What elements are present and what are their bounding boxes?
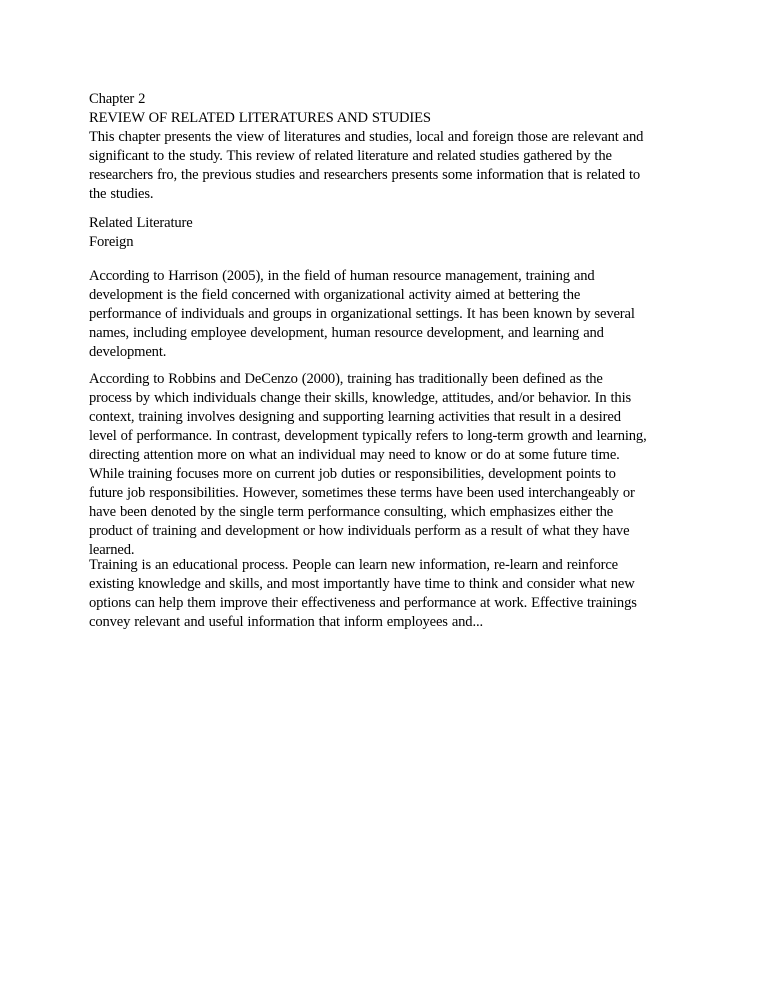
text-line: directing attention more on what an individual may need to know or do at some future time. [89, 447, 620, 463]
chapter-header [89, 90, 681, 128]
text-line: existing knowledge and skills, and most importantly have time to think and consider what new [89, 576, 635, 592]
text-line: names, including employee development, human resource development, and learning and [89, 325, 604, 341]
chapter-heading: Chapter 2 [89, 91, 146, 107]
text-line: This chapter presents the view of literatures and studies, local and foreign those are relevant and [89, 129, 644, 145]
text-line: While training focuses more on current job duties or responsibilities, development points to [89, 466, 616, 482]
paragraph-harrison [89, 267, 681, 362]
text-line: researchers fro, the previous studies and researchers presents some information that is related to [89, 167, 641, 183]
text-line: have been denoted by the single term performance consulting, which emphasizes either the [89, 504, 614, 520]
text-line: future job responsibilities. However, sometimes these terms have been used interchangeably or [89, 485, 635, 501]
text-line: options can help them improve their effectiveness and performance at work. Effective trainings [89, 595, 637, 611]
text-line: the studies. [89, 186, 154, 202]
text-line: Training is an educational process. People can learn new information, re-learn and reinforce [89, 557, 618, 573]
text-line: According to Robbins and DeCenzo (2000), training has traditionally been defined as the [89, 371, 603, 387]
intro-paragraph [89, 128, 681, 204]
text-line: context, training involves designing and supporting learning activities that result in a desired [89, 409, 621, 425]
text-line: performance of individuals and groups in organizational settings. It has been known by several [89, 306, 635, 322]
chapter-title: REVIEW OF RELATED LITERATURES AND STUDIES [89, 110, 431, 126]
paragraph-robbins-decenzo [89, 370, 681, 560]
text-line: process by which individuals change their skills, knowledge, attitudes, and/or behavior. In this [89, 390, 632, 406]
text-line: learned. [89, 542, 135, 558]
section-headings [89, 214, 681, 252]
paragraph-training [89, 556, 681, 632]
text-line: significant to the study. This review of related literature and related studies gathered by the [89, 148, 612, 164]
text-line: level of performance. In contrast, development typically refers to long-term growth and learning, [89, 428, 647, 444]
subsection-heading: Foreign [89, 234, 134, 250]
section-heading: Related Literature [89, 215, 193, 231]
text-line: product of training and development or how individuals perform as a result of what they have [89, 523, 630, 539]
text-line: development is the field concerned with organizational activity aimed at bettering the [89, 287, 581, 303]
text-line: development. [89, 344, 167, 360]
text-line: convey relevant and useful information that inform employees and... [89, 614, 483, 630]
text-line: According to Harrison (2005), in the field of human resource management, training and [89, 268, 595, 284]
